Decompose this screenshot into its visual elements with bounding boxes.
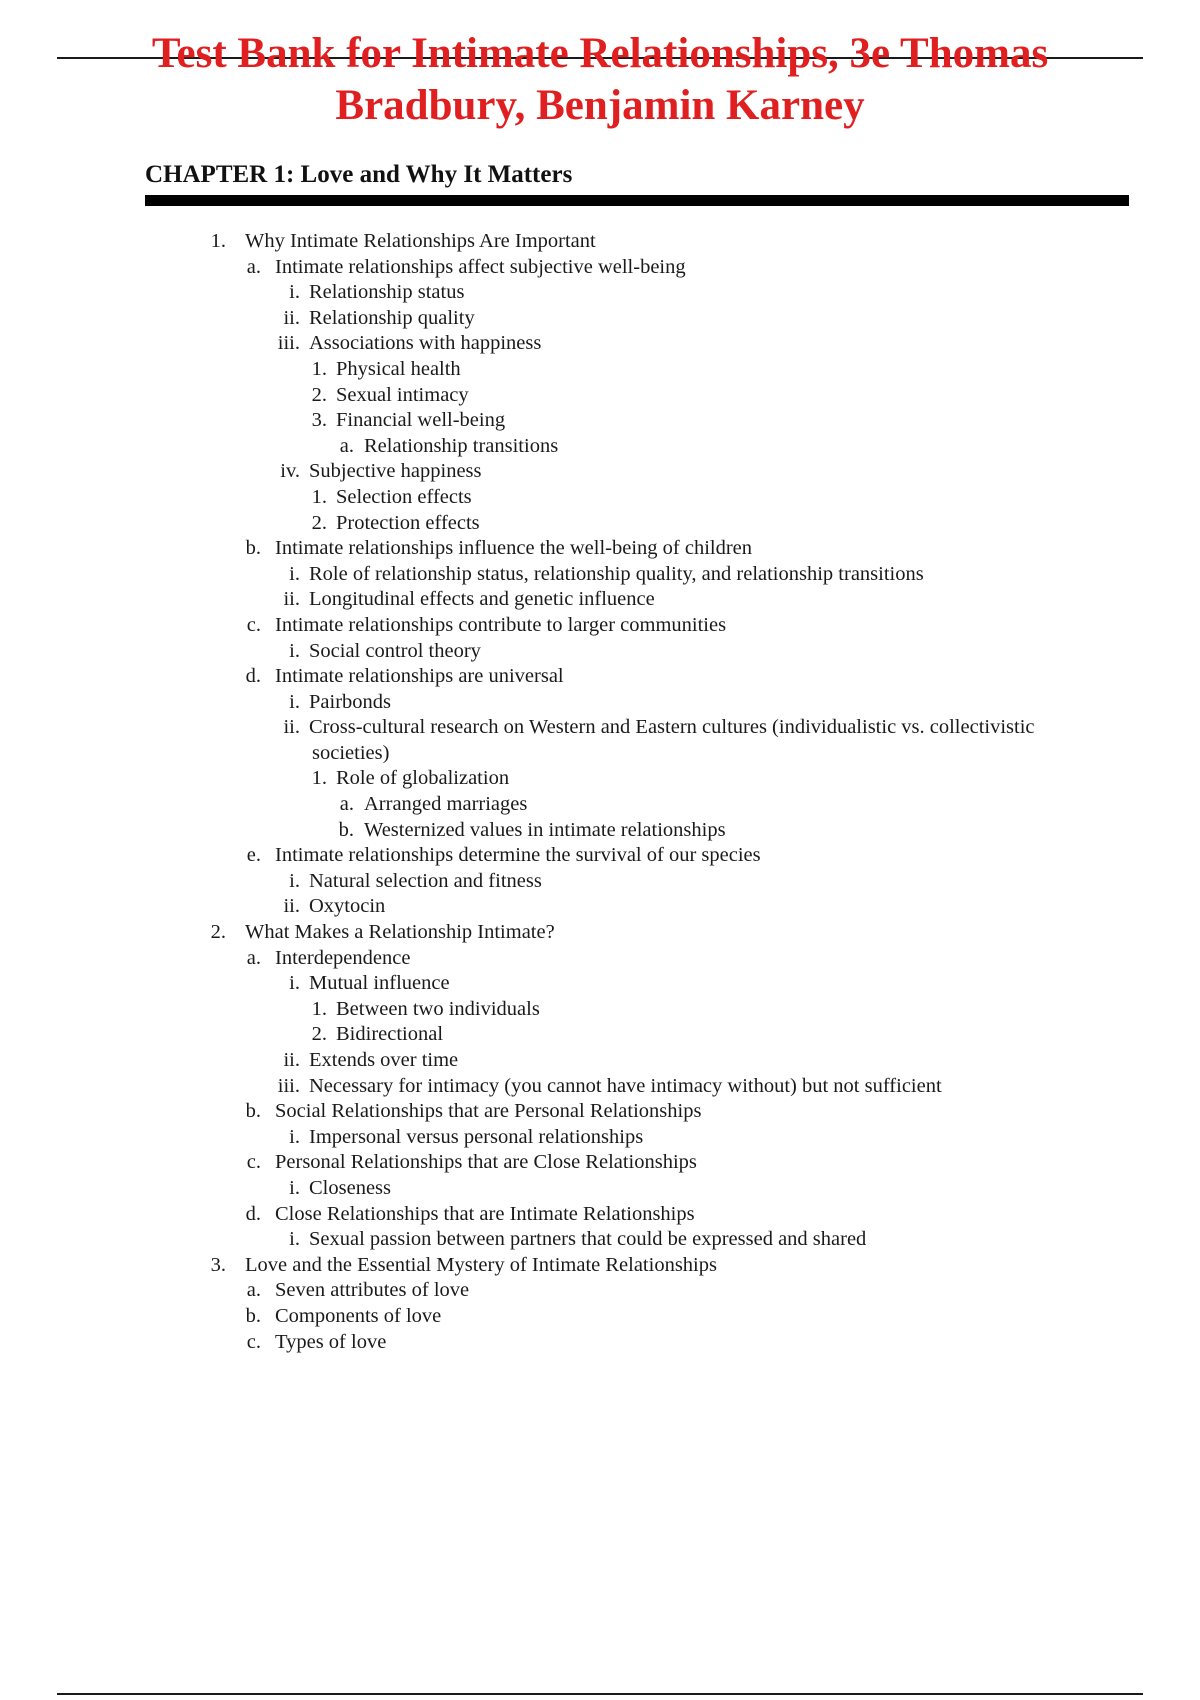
outline-item <box>0 1048 1200 1074</box>
outline-item <box>0 946 1200 972</box>
outline-item-marker: ii. <box>283 895 300 918</box>
outline-item-text: Social control theory <box>309 639 481 662</box>
outline-item <box>0 357 1200 383</box>
outline-item-marker: 1. <box>311 767 327 790</box>
outline-item-marker: a. <box>339 434 354 457</box>
outline-item-text: Natural selection and fitness <box>309 869 542 892</box>
outline-item-marker: b. <box>245 1304 261 1327</box>
outline-item-text: Bidirectional <box>336 1023 444 1046</box>
outline-item <box>0 1022 1200 1048</box>
outline-item-text: Sexual intimacy <box>336 383 469 406</box>
outline-item-text: Financial well-being <box>336 409 506 432</box>
outline-item-text: What Makes a Relationship Intimate? <box>245 921 555 944</box>
outline-item-text: Intimate relationships contribute to larger communities <box>275 613 727 636</box>
outline-item <box>0 894 1200 920</box>
outline-item-marker: iii. <box>277 1074 300 1097</box>
outline-item-text: Interdependence <box>275 946 411 969</box>
outline-item-text: Love and the Essential Mystery of Intimate Relationships <box>245 1253 717 1276</box>
outline-item-text: Physical health <box>336 357 461 380</box>
outline-item-marker: c. <box>246 1151 261 1174</box>
outline-item-text: Necessary for intimacy (you cannot have intimacy without) but not sufficient <box>309 1074 942 1097</box>
outline-item-text: Protection effects <box>336 511 480 534</box>
outline-item-marker: ii. <box>283 588 300 611</box>
outline-item <box>0 434 1200 460</box>
chapter-heading: CHAPTER 1: Love and Why It Matters <box>145 161 573 188</box>
outline-item <box>0 408 1200 434</box>
outline-item <box>0 331 1200 357</box>
outline-item <box>0 1278 1200 1304</box>
outline-item <box>0 690 1200 716</box>
outline-item <box>0 664 1200 690</box>
outline-item-marker: d. <box>245 665 261 688</box>
outline-item-text: Cross-cultural research on Western and Eastern cultures (individualistic vs. collectivistic <box>309 716 1035 739</box>
outline-item-text: Mutual influence <box>309 972 450 995</box>
outline-item <box>0 613 1200 639</box>
outline-item-text: Seven attributes of love <box>275 1279 470 1302</box>
outline-item-marker: 2. <box>311 1023 327 1046</box>
outline-item-marker: i. <box>289 1228 300 1251</box>
outline-item-marker: 3. <box>311 409 327 432</box>
page-bottom-rule <box>57 1693 1143 1695</box>
outline-item-text: Longitudinal effects and genetic influence <box>309 588 655 611</box>
outline-item <box>0 1176 1200 1202</box>
outline-item-marker: i. <box>289 562 300 585</box>
outline-item-marker: ii. <box>283 306 300 329</box>
outline-item-continuation <box>0 741 1200 767</box>
outline-item-text: Impersonal versus personal relationships <box>309 1125 644 1148</box>
outline-item-text: societies) <box>312 741 390 764</box>
outline-item-marker: e. <box>246 844 261 867</box>
outline-item-marker: a. <box>246 255 261 278</box>
outline-item <box>0 1253 1200 1279</box>
outline-item-marker: i. <box>289 639 300 662</box>
outline-item <box>0 536 1200 562</box>
outline-item-marker: i. <box>289 869 300 892</box>
outline-item-marker: c. <box>246 613 261 636</box>
outline-item <box>0 1125 1200 1151</box>
outline-item-text: Between two individuals <box>336 997 540 1020</box>
outline-item-marker: b. <box>245 537 261 560</box>
outline-item <box>0 229 1200 255</box>
outline-item <box>0 511 1200 537</box>
outline-item <box>0 1074 1200 1100</box>
document-title-line-1: Test Bank for Intimate Relationships, 3e Thomas <box>151 30 1049 77</box>
outline-item-marker: i. <box>289 1176 300 1199</box>
outline-item-text: Selection effects <box>336 485 472 508</box>
outline-item-marker: i. <box>289 1125 300 1148</box>
outline-item-marker: 1. <box>311 997 327 1020</box>
outline-item-marker: c. <box>246 1330 261 1353</box>
outline-item <box>0 1304 1200 1330</box>
outline-item-text: Westernized values in intimate relationships <box>364 818 726 841</box>
outline-item <box>0 1330 1200 1356</box>
outline-item <box>0 280 1200 306</box>
outline-item-text: Why Intimate Relationships Are Important <box>245 230 596 252</box>
outline-item-marker: ii. <box>283 716 300 739</box>
outline-item <box>0 562 1200 588</box>
outline-item-text: Pairbonds <box>309 690 391 713</box>
outline-item-marker: 1. <box>311 357 327 380</box>
outline-item-marker: 2. <box>311 383 327 406</box>
outline-item <box>0 869 1200 895</box>
outline-item <box>0 1227 1200 1253</box>
chapter-outline <box>0 229 1200 1355</box>
outline-item-text: Types of love <box>275 1330 387 1353</box>
document-title-line-2: Bradbury, Benjamin Karney <box>335 82 865 129</box>
outline-item-text: Oxytocin <box>309 895 386 918</box>
outline-item-text: Role of globalization <box>336 767 510 790</box>
outline-item <box>0 843 1200 869</box>
outline-item-text: Intimate relationships influence the well-being of children <box>275 537 753 560</box>
outline-item-text: Intimate relationships affect subjective well-being <box>275 255 686 278</box>
outline-item-marker: iv. <box>280 460 300 483</box>
outline-item <box>0 459 1200 485</box>
outline-item <box>0 306 1200 332</box>
outline-item-marker: 2. <box>210 921 226 944</box>
outline-item-text: Relationship transitions <box>364 434 559 457</box>
outline-item-text: Closeness <box>309 1176 391 1199</box>
outline-item-text: Relationship quality <box>309 306 475 329</box>
outline-item-text: Associations with happiness <box>309 332 542 355</box>
outline-item <box>0 792 1200 818</box>
outline-item-text: Close Relationships that are Intimate Relationships <box>275 1202 695 1225</box>
outline-item-marker: i. <box>289 690 300 713</box>
outline-item <box>0 997 1200 1023</box>
outline-item-marker: b. <box>338 818 354 841</box>
outline-item <box>0 920 1200 946</box>
outline-item-text: Role of relationship status, relationship quality, and relationship transitions <box>309 562 924 585</box>
outline-item-marker: a. <box>339 793 354 816</box>
outline-item-marker: 1. <box>210 230 226 252</box>
outline-item-marker: a. <box>246 1279 261 1302</box>
outline-item <box>0 587 1200 613</box>
outline-item <box>0 383 1200 409</box>
outline-item-marker: b. <box>245 1100 261 1123</box>
outline-item <box>0 1099 1200 1125</box>
outline-item-text: Sexual passion between partners that could be expressed and shared <box>309 1228 867 1251</box>
outline-item-text: Relationship status <box>309 281 465 304</box>
outline-item-marker: iii. <box>277 332 300 355</box>
outline-item <box>0 766 1200 792</box>
outline-item-text: Extends over time <box>309 1049 459 1071</box>
outline-item-marker: d. <box>245 1202 261 1225</box>
outline-item-marker: 3. <box>210 1253 226 1276</box>
outline-item <box>0 971 1200 997</box>
outline-item-marker: 1. <box>311 485 327 508</box>
document-title <box>0 28 1200 132</box>
outline-item-text: Personal Relationships that are Close Relationships <box>275 1151 697 1174</box>
outline-item-marker: i. <box>289 281 300 304</box>
outline-item-text: Intimate relationships determine the survival of our species <box>275 844 761 867</box>
outline-item-marker: a. <box>246 946 261 969</box>
outline-item-marker: i. <box>289 972 300 995</box>
outline-item-text: Components of love <box>275 1304 442 1327</box>
outline-item-marker: 2. <box>311 511 327 534</box>
outline-item-marker: ii. <box>283 1049 300 1071</box>
outline-item <box>0 1202 1200 1228</box>
outline-item <box>0 1150 1200 1176</box>
outline-item-text: Subjective happiness <box>309 460 482 483</box>
outline-item <box>0 485 1200 511</box>
outline-item-text: Arranged marriages <box>364 793 528 816</box>
outline-item <box>0 255 1200 281</box>
outline-item <box>0 818 1200 844</box>
outline-item-text: Social Relationships that are Personal Relationships <box>275 1100 702 1123</box>
chapter-divider <box>145 195 1129 206</box>
outline-item <box>0 639 1200 665</box>
outline-item <box>0 715 1200 741</box>
outline-item-text: Intimate relationships are universal <box>275 665 564 688</box>
